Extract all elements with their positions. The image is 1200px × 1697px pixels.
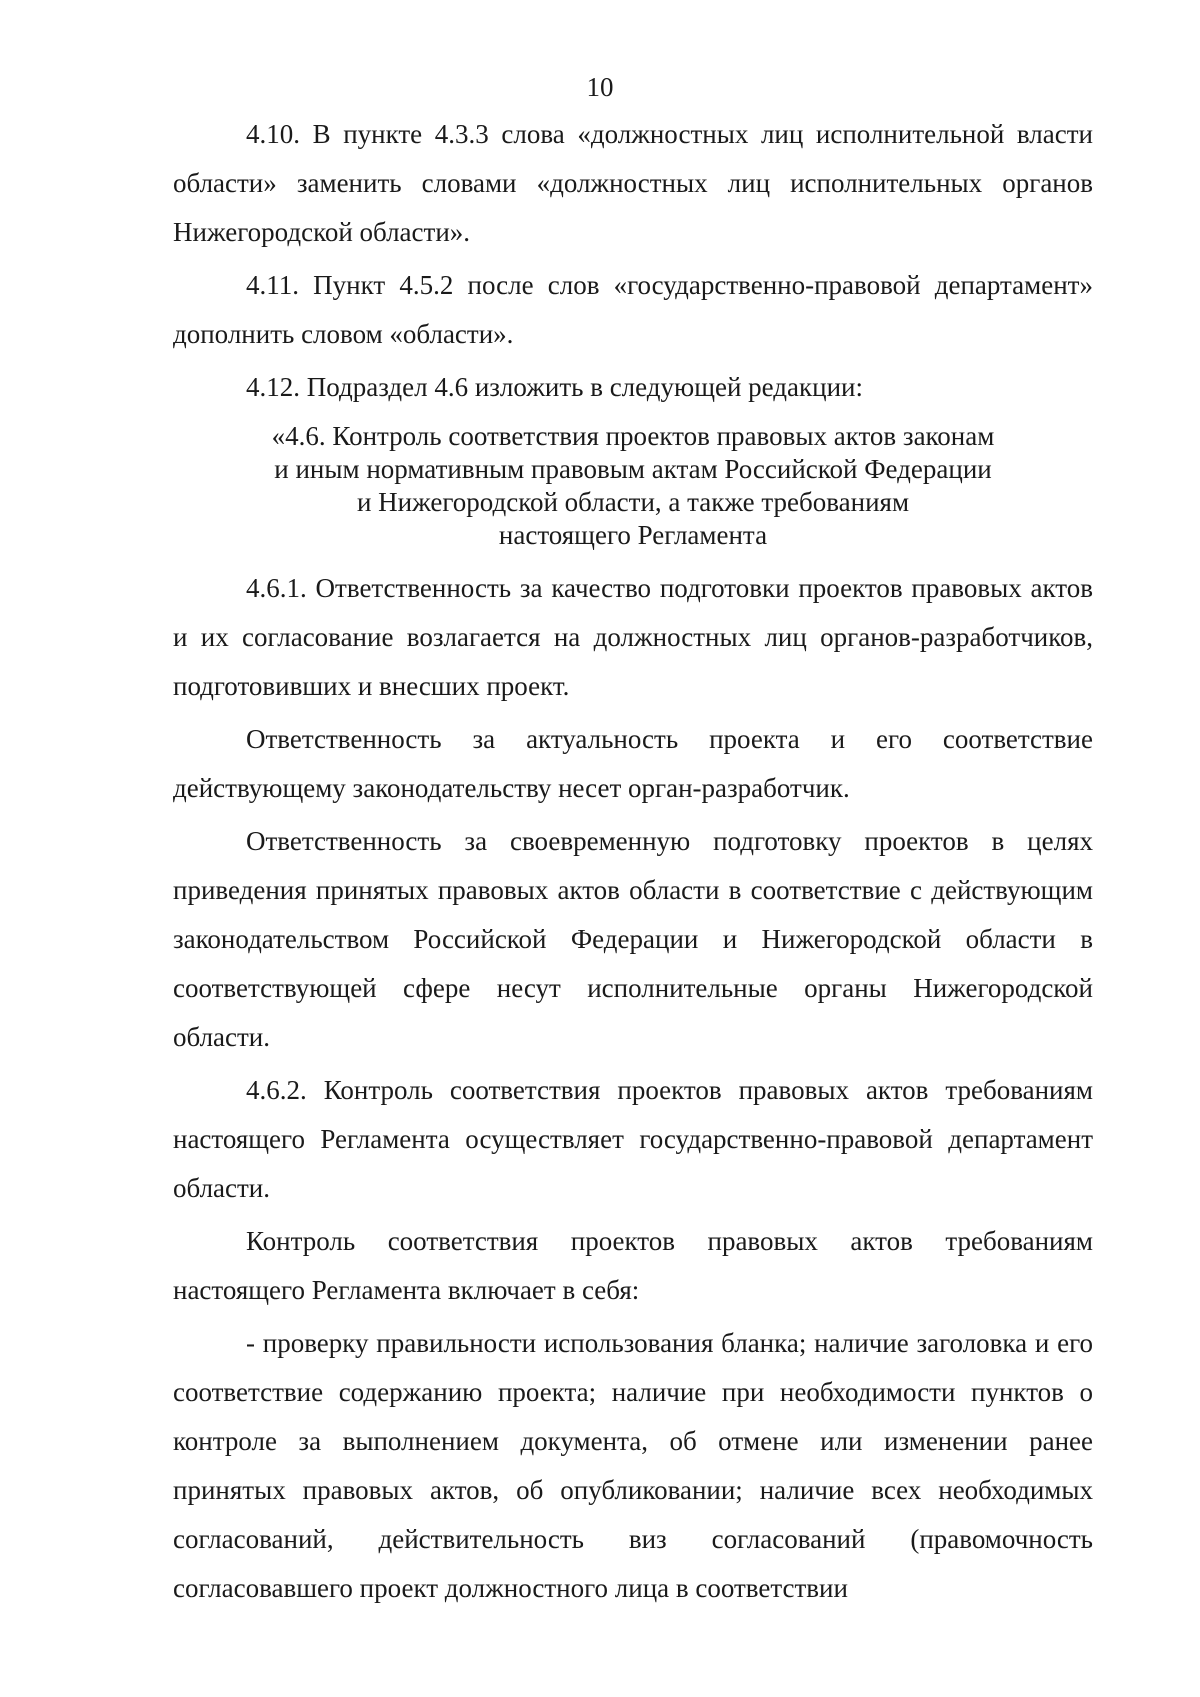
page-number: 10 [586,72,614,102]
paragraph-4-10: 4.10. В пункте 4.3.3 слова «должностных лиц исполнительной власти области» заменить словами «должностных лиц исполнительных органов Нижегородской области». [173,119,1093,247]
paragraph-responsibility-timely: Ответственность за своевременную подготовку проектов в целях приведения принятых правовых актов области в соответствие с действующим законодательством Российской Федерации и Нижегородской области в соответствующей сфере несут исполнительные органы Нижегородской области. [173,826,1093,1052]
paragraph-4-6-2: 4.6.2. Контроль соответствия проектов правовых актов требованиям настоящего Регламента осуществляет государственно-правовой департамент области. [173,1075,1093,1203]
paragraph-4-11: 4.11. Пункт 4.5.2 после слов «государственно-правовой департамент» дополнить словом «области». [173,270,1093,349]
heading-line: и Нижегородской области, а также требованиям [356,487,910,517]
paragraph-4-6-1: 4.6.1. Ответственность за качество подготовки проектов правовых актов и их согласование возлагается на должностных лиц органов-разработчиков, подготовивших и внесших проект. [173,573,1093,701]
paragraph-4-12: 4.12. Подраздел 4.6 изложить в следующей редакции: [246,372,863,402]
heading-line: настоящего Регламента [498,520,768,550]
paragraph-control-includes: Контроль соответствия проектов правовых актов требованиям настоящего Регламента включает в себя: [173,1226,1093,1305]
paragraph-check-list-item: - проверку правильности использования бланка; наличие заголовка и его соответствие содержанию проекта; наличие при необходимости пунктов о контроле за выполнением документа, об отмене или изменении ранее принятых правовых актов, об опубликовании; наличие всех необходимых согласований, действительность виз согласований (правомочность согласовавшего проект должностного лица в соответствии [173,1328,1093,1603]
heading-line: и иным нормативным правовым актам Российской Федерации [274,454,992,484]
document-body [173,110,1093,1613]
section-heading-4-6 [173,420,1093,552]
heading-line: «4.6. Контроль соответствия проектов правовых актов законам [271,421,995,451]
paragraph-responsibility-relevance: Ответственность за актуальность проекта и его соответствие действующему законодательству несет орган-разработчик. [173,724,1093,803]
